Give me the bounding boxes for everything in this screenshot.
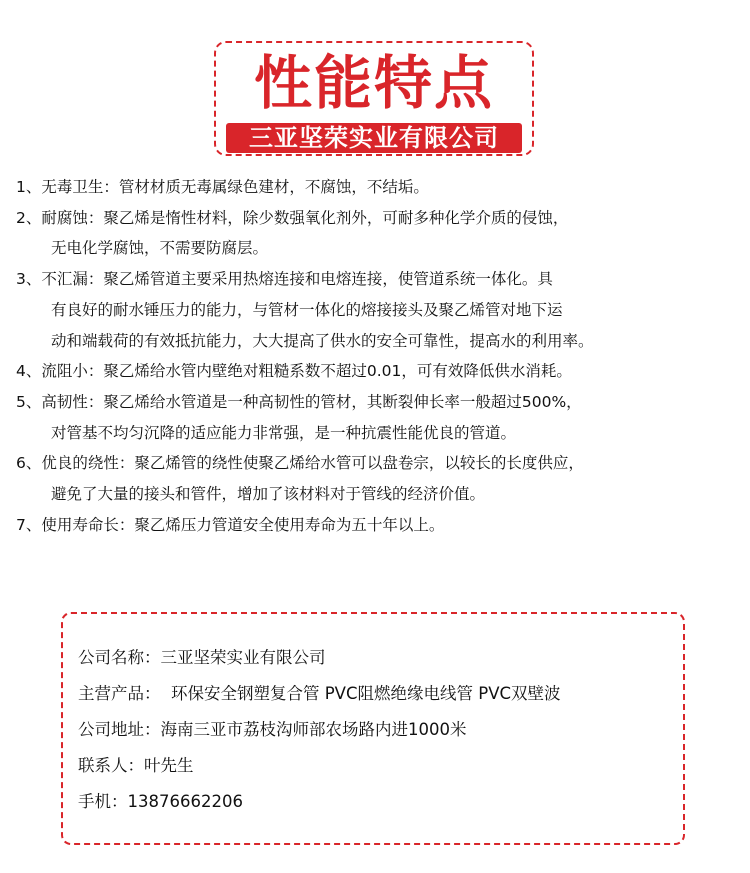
contact-person-label: 联系人： [78, 756, 144, 775]
feature-list [16, 172, 741, 540]
feature-item-6 [16, 448, 741, 509]
title-banner [214, 41, 534, 156]
feature-line: 有良好的耐水锤压力的能力，与管材一体化的熔接接头及聚乙烯管对地下运 [51, 300, 563, 319]
feature-line: 避免了大量的接头和管件，增加了该材料对于管线的经济价值。 [51, 485, 486, 504]
company-info-list [78, 640, 561, 820]
feature-line: 6、优良的绕性：聚乙烯管的绕性使聚乙烯给水管可以盘卷宗，以较长的长度供应， [16, 454, 584, 473]
mobile-phone-value[interactable]: 13876662206 [127, 792, 243, 811]
contact-person-value: 叶先生 [144, 756, 194, 775]
feature-line: 1、无毒卫生：管材材质无毒属绿色建材，不腐蚀，不结垢。 [16, 178, 429, 196]
feature-line: 3、不汇漏：聚乙烯管道主要采用热熔连接和电熔连接，使管道系统一体化。具 [16, 270, 553, 289]
company-name-row [78, 640, 561, 676]
feature-item-3 [16, 264, 741, 356]
feature-item-7 [16, 510, 741, 541]
feature-line: 7、使用寿命长：聚乙烯压力管道安全使用寿命为五十年以上。 [16, 515, 445, 534]
feature-item-1 [16, 172, 741, 203]
company-name-label: 公司名称： [78, 648, 161, 667]
page-title: 性能特点 [253, 49, 494, 117]
company-address-value: 海南三亚市荔枝沟师部农场路内进1000米 [160, 720, 467, 739]
feature-item-4 [16, 356, 741, 387]
company-name-value: 三亚坚荣实业有限公司 [160, 648, 326, 667]
company-name-banner: 三亚坚荣实业有限公司 [226, 123, 522, 153]
main-products-row [78, 676, 561, 712]
contact-person-row [78, 748, 561, 784]
main-products-value: 环保安全钢塑复合管 PVC阻燃绝缘电线管 PVC双壁波 [160, 684, 561, 703]
feature-line: 对管基不均匀沉降的适应能力非常强，是一种抗震性能优良的管道。 [51, 423, 517, 442]
main-products-label: 主营产品： [78, 684, 161, 703]
feature-item-2 [16, 203, 741, 264]
feature-item-5 [16, 387, 741, 448]
feature-line: 无电化学腐蚀，不需要防腐层。 [51, 239, 269, 258]
mobile-phone-label: 手机： [78, 792, 128, 811]
mobile-phone-row [78, 784, 561, 820]
feature-line: 4、流阻小：聚乙烯给水管内壁绝对粗糙系数不超过0.01，可有效降低供水消耗。 [16, 362, 572, 381]
feature-line: 2、耐腐蚀：聚乙烯是惰性材料，除少数强氧化剂外，可耐多种化学介质的侵蚀， [16, 208, 569, 227]
feature-line: 5、高韧性：聚乙烯给水管道是一种高韧性的管材，其断裂伸长率一般超过500%， [16, 392, 582, 411]
company-address-row [78, 712, 561, 748]
feature-line: 动和端载荷的有效抵抗能力，大大提高了供水的安全可靠性，提高水的利用率。 [51, 331, 594, 350]
company-address-label: 公司地址： [78, 720, 161, 739]
company-info-box [61, 612, 685, 845]
